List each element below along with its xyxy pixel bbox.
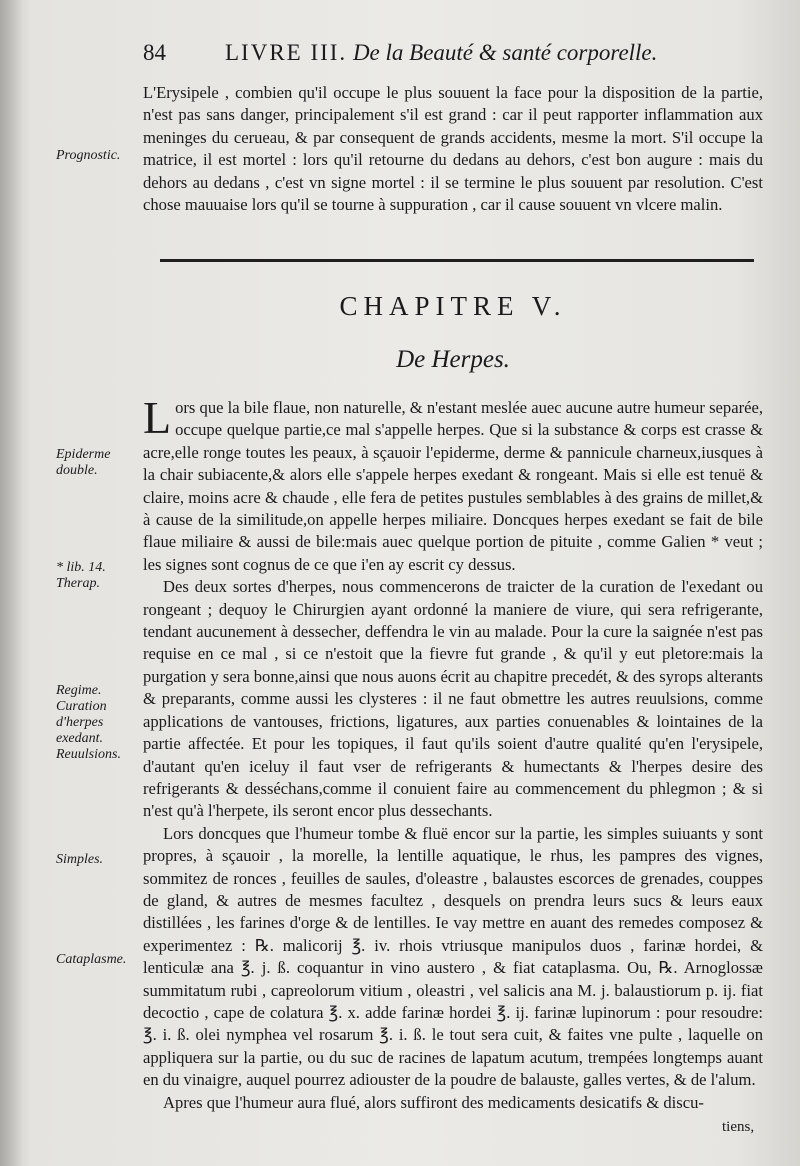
catchword: tiens, [722, 1119, 755, 1135]
running-title [225, 40, 657, 65]
paragraph-curation: Des deux sortes d'herpes, nous commencerons de traicter de la curation de l'exedant ou rongeant ; dequoy le Chirurgien ayant ordonné la maniere de viure, qui sera refrigerante, tendant aucunement à dessecher, deffendra le vin au malade. Pour la cure la saignée n'est pas requise en ce mal , si ce n'estoit que la fievre fut grande , & qu'il y eut pletore:mais la purgation y sera bonne,ainsi que nous auons écrit au chapitre precedét, & des syrops alterants & preparants, comme aussi les clysteres : il ne faut obmettre les autres reuulsions, comme applications de vantouses, frictions, ligatures, aux parties conuenables & lointaines de la partie affectée. Et pour les topiques, il faut qu'ils soient d'autre qualité qu'en l'erysipele, d'autant qu'en iceluy il faut vser de refrigerants & humectants & l'herpes desire des refrigerants & desséchans,comme il conuient faire au commencement du phlegmon ; & si n'est qu'à l'herpete, ils seront encor plus dessechants. [143, 577, 763, 821]
section-divider [160, 259, 754, 262]
running-header [143, 40, 763, 66]
margin-note-epiderme: Epiderme double. [56, 447, 111, 478]
margin-note-lib-reference: * lib. 14. Therap. [56, 560, 106, 591]
paragraph-definition-text: ors que la bile flaue, non naturelle, & n'estant meslée auec aucune autre humeur separée, occupe quelque partie,ce mal s'appelle herpes. Que si la substance & corps est crasse & acre,elle ronge toutes les peaux, à sçauoir l'epiderme, derme & pannicule charneux,iusques à la chair subiacente,& alors elle s'appele herpes exedant & rongeant. Mais si elle est tenuë & claire, moins acre & chaude , elle fera de petites pustules semblables à des grains de millet,& à cause de la similitude,on appelle herpes miliaire. Doncques herpes exedant se fait de bile flaue miliaire & aussi de bile:mais auec quelque portion de pituite , comme Galien * veut ; les signes sont cognus de ce que i'en ay escrit cy dessus. [143, 398, 763, 574]
margin-note-cataplasme: Cataplasme. [56, 952, 127, 967]
drop-cap: L [143, 392, 172, 443]
running-title-subject: De la Beauté & santé corporelle. [347, 40, 658, 65]
paragraph-definition [143, 392, 763, 576]
paragraph-closing: Apres que l'humeur aura flué, alors suffiront des medicaments desicatifs & discu- [163, 1092, 704, 1112]
herpes-text-block [143, 392, 763, 1114]
running-title-book: LIVRE III. [225, 40, 348, 65]
erysipele-paragraph-block [143, 82, 763, 216]
paragraph-simples: Lors doncques que l'humeur tombe & fluë encor sur la partie, les simples suiuants y sont propres, à sçauoir , la morelle, la lentille aquatique, le rhus, les pampres des vignes, sommitez de ronces , feuilles de saules, d'oleastre , balaustes escorces de grenades, couppes de gland, & autres de mesmes facultez , desquels on prendra leurs sucs & leurs eaux distillées , les farines d'orge & de lentilles. Ie vay mettre en auant des remedes composez & experimentez : ℞. malicorij ℥. iv. rhois vtriusque manipulos duos , farinæ hordei, & lenticulæ ana ℥. j. ß. coquantur in vino austero , & fiat cataplasma. Ou, ℞. Arnoglossæ summitatum rubi , capreolorum vitium , oleastri , vel salicis ana M. j. balaustiorum p. ij. fiat decoctio , cape de colatura ℥. x. adde farinæ hordei ℥. ij. farinæ lupinorum : pour resoudre: ℥. i. ß. olei nymphea vel rosarum ℥. i. ß. le tout sera cuit, & faites vne pulte , laquelle on appliquera sur la partie, ou du suc de racines de lapatum acutum, trempées longtemps auant en du vinaigre, auquel pourrez adiouster de la poudre de balauste, galles vertes, & de l'alum. [143, 823, 763, 1090]
margin-note-simples: Simples. [56, 852, 104, 867]
chapter-subtitle: De Herpes. [396, 346, 510, 373]
page-number: 84 [143, 40, 166, 65]
margin-note-prognostic: Prognostic. [56, 148, 121, 163]
erysipele-paragraph: L'Erysipele , combien qu'il occupe le plus souuent la face pour la disposition de la partie, n'est pas sans danger, principalement s'il est grand : car il peut rapporter inflammation aux meninges du cerueau, & par consequent de grands accidents, mesme la mort. S'il occupe la matrice, il est mortel : lors qu'il retourne du dedans au dehors, c'est bon augure : mais du dehors au dedans , c'est vn signe mortel : il se termine le plus souuent par resolution. C'est chose mauuaise lors qu'il se tourne à suppuration , car il cause souuent vn vlcere malin. [143, 83, 763, 215]
margin-note-regime: Regime. Curation d'herpes exedant. Reuulsions. [56, 683, 121, 762]
chapter-title: CHAPITRE V. [339, 291, 567, 321]
